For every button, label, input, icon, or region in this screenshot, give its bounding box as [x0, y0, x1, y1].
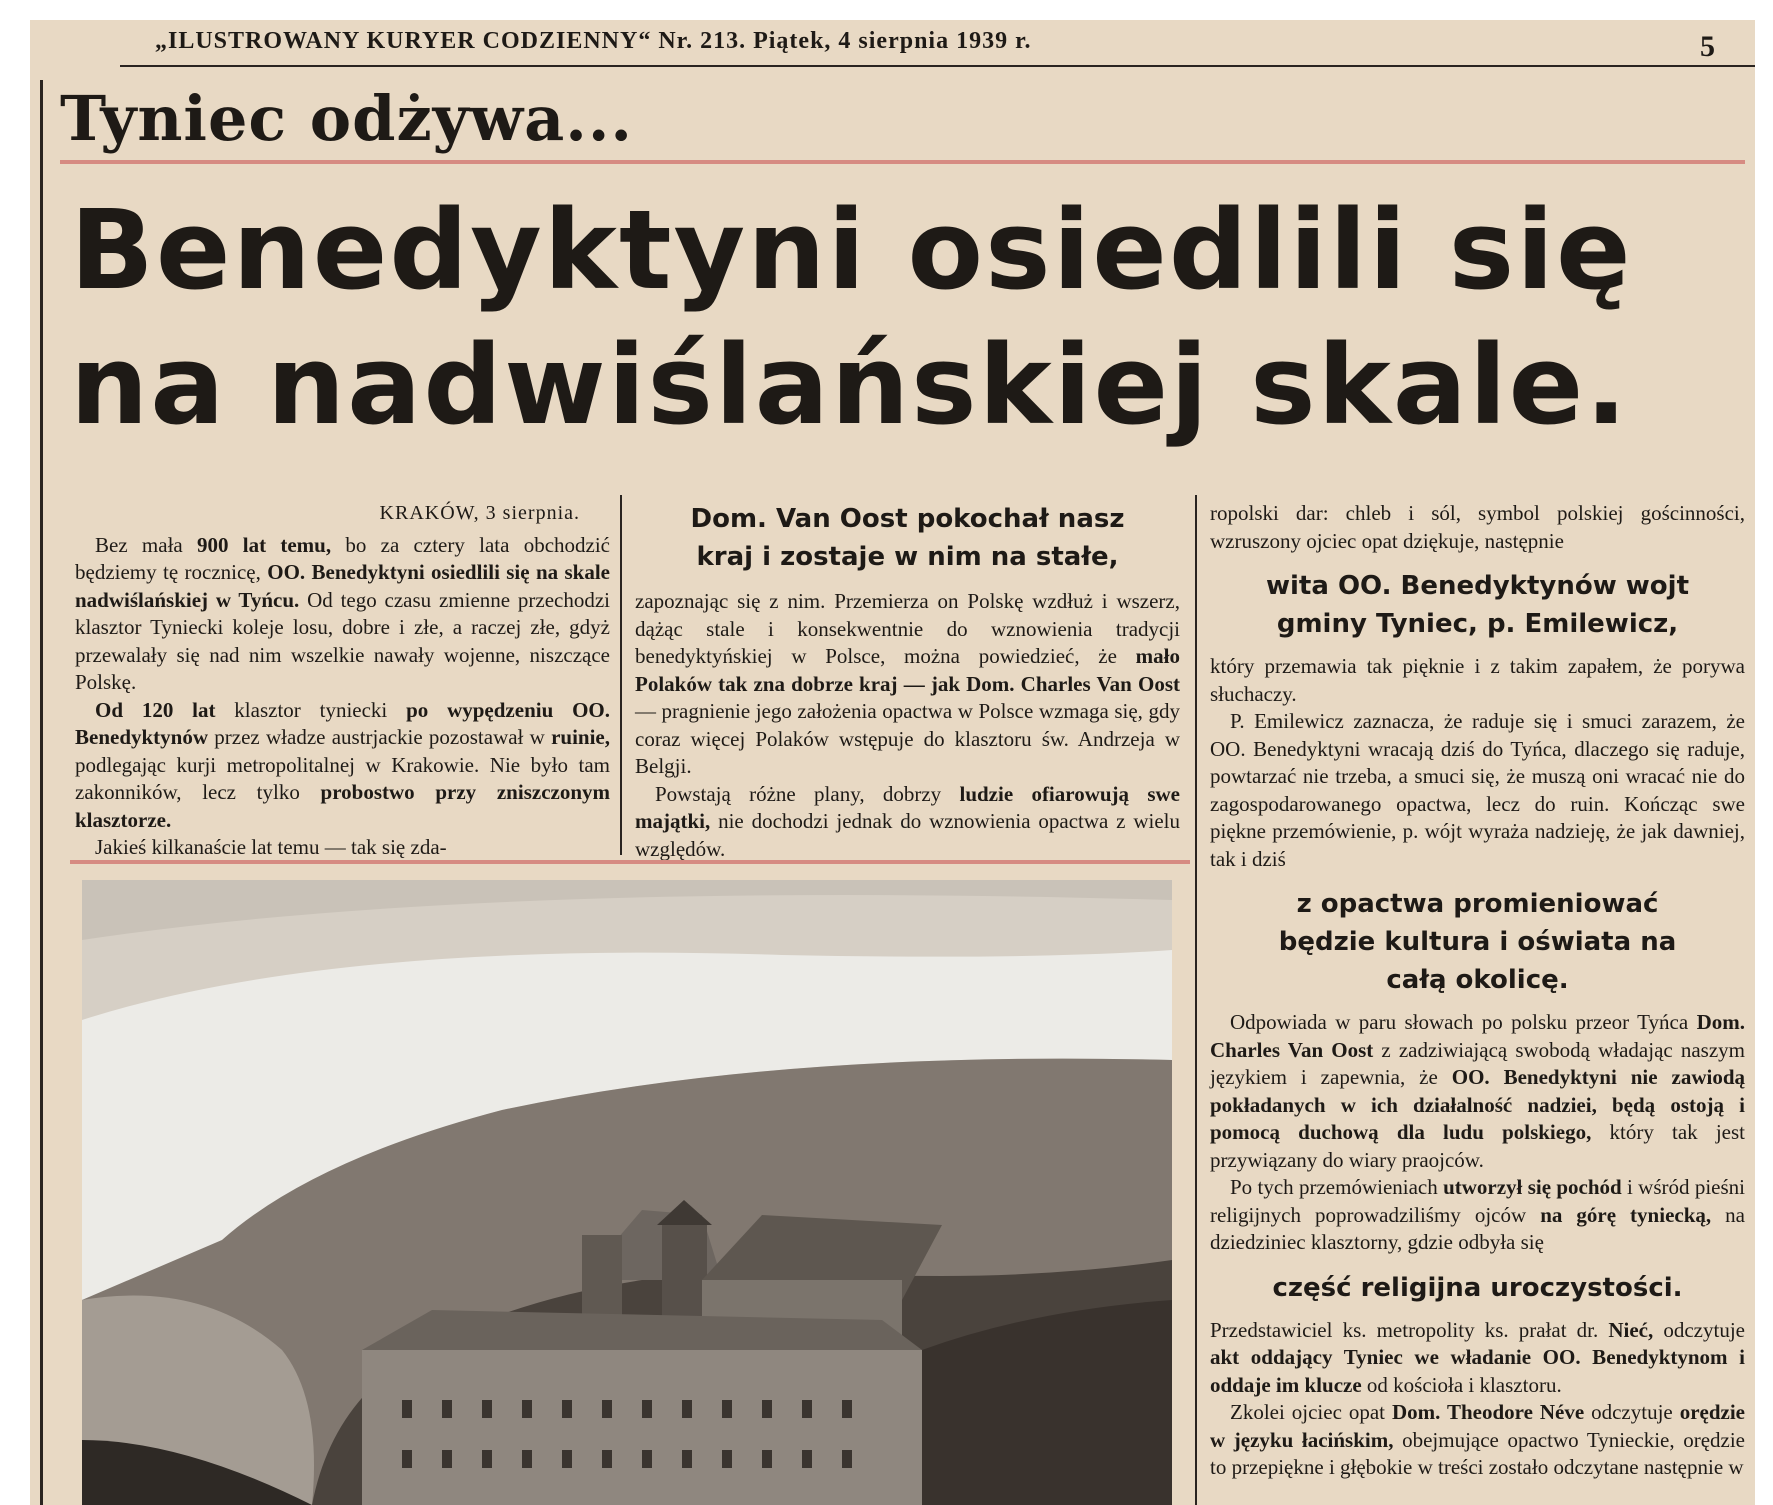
text-run: z zadziwiającą swobodą władając naszym językiem i zapewnia, że: [1210, 1037, 1745, 1089]
bold-text-run: po wypędzeniu OO. Benedyktynów: [75, 697, 610, 749]
headline-line-2: na nadwiślańskiej skale.: [70, 321, 1630, 449]
article-paragraph: [1210, 1317, 1745, 1400]
text-run: obejmujące opactwo Tynieckie, orędzie to przepiękne i głębokie w treści zostało odczytane następnie w: [1210, 1427, 1745, 1479]
bold-text-run: probostwo przy zniszczonym klasztorze.: [75, 780, 611, 832]
article-paragraph: [635, 781, 1180, 864]
page-number: 5: [1700, 30, 1715, 63]
subheading-czesc-religijna: część religijna uroczystości.: [1272, 1272, 1683, 1303]
text-run: podlegając kurji metropolitalnej w Krakowie. Nie było tam zakonników, lecz tylko: [75, 752, 610, 804]
article-paragraph: [75, 697, 610, 835]
bold-text-run: ludzie ofiarowują swe majątki,: [635, 781, 1180, 833]
article-paragraph: [75, 532, 610, 697]
article-paragraph: [1210, 1399, 1745, 1482]
dateline: KRAKÓW, 3 sierpnia.: [379, 502, 580, 524]
text-run: Bez mała: [95, 532, 197, 557]
headline-line-1: Benedyktyni osiedlili się: [70, 186, 1633, 314]
article-column-1: [75, 500, 610, 862]
aerial-photo-drawing: [82, 880, 1172, 1505]
text-run: Od tego czasu zmienne przechodzi klasztor Tyniecki koleje losu, dobre i złe, a raczej złe, gdyż przewalały się nad nim wszelkie nawały wojenne, niszczące Polskę.: [75, 587, 610, 694]
left-border-rule: [40, 80, 43, 1505]
article-paragraph: [1210, 1009, 1745, 1174]
text-run: Po tych przemówieniach: [1230, 1175, 1444, 1199]
text-run: Zkolei ojciec opat: [1230, 1400, 1392, 1424]
article-column-3: [1210, 500, 1745, 1482]
bold-text-run: orędzie w języku łacińskim,: [1210, 1400, 1745, 1452]
text-run: Przedstawiciel ks. metropolity ks. prałat dr.: [1210, 1317, 1609, 1342]
bold-text-run: OO. Benedyktyni nie zawiodą pokładanych w ich działalność nadziei, będą ostoją i pomocą duchową dla ludu polskiego,: [1210, 1065, 1745, 1144]
text-run: zapoznając się z nim. Przemierza on Polskę wzdłuż i wszerz, dążąc stale i konsekwentnie do wznowienia tradycji benedyktyńskiej w Polsce, można powiedzieć, że: [635, 589, 1180, 668]
header-rule: [120, 65, 1755, 67]
text-run: nie dochodzi jednak do wznowienia opactwa z wielu względów.: [635, 809, 1180, 861]
text-run: bo za cztery lata obchodzić będziemy tę rocznicę,: [75, 532, 610, 584]
article-paragraph: [1210, 500, 1745, 555]
text-run: od kościoła i klasztoru.: [1361, 1372, 1562, 1397]
text-run: — pragnienie jego założenia opactwa w Polsce wzmaga się, gdy coraz więcej Polaków wstępuje do klasztoru św. Andrzeja w Belgji.: [635, 699, 1180, 778]
bold-text-run: OO. Benedyktyni osiedlili się na skale nadwiślańskiej w Tyńcu.: [75, 560, 610, 612]
masthead-line: „ILUSTROWANY KURYER CODZIENNY“ Nr. 213. Piątek, 4 sierpnia 1939 r.: [155, 28, 1032, 54]
article-paragraph: [1210, 708, 1745, 873]
subheading-opactwo: z opactwa promieniować będzie kultura i oświata na całą okolicę.: [1278, 889, 1677, 995]
bold-text-run: 900 lat temu,: [197, 532, 332, 557]
text-run: klasztor tyniecki: [215, 697, 407, 722]
bold-text-run: mało Polaków tak zna dobrze kraj — jak Dom. Charles Van Oost: [635, 644, 1180, 696]
bold-text-run: Dom. Theodore Néve: [1391, 1400, 1585, 1424]
text-run: na dziedziniec klasztorny, gdzie odbyła się: [1210, 1202, 1745, 1254]
text-run: odczytuje: [1584, 1400, 1680, 1424]
text-run: ropolski dar: chleb i sól, symbol polskiej gościnności, wzruszony ojciec opat dziękuje, następnie: [1210, 501, 1745, 553]
kicker-red-rule: [60, 160, 1745, 164]
text-run: który przemawia tak pięknie i z takim zapałem, że porywa słuchaczy.: [1210, 654, 1745, 706]
kicker-title: Tyniec odżywa...: [60, 82, 634, 155]
article-column-2: [635, 500, 1180, 863]
column-divider-1: [620, 495, 622, 855]
text-run: Odpowiada w paru słowach po polsku przeor Tyńca: [1230, 1010, 1697, 1034]
text-run: Jakieś kilkanaście lat temu — tak się zda-: [95, 835, 447, 859]
article-paragraph: [635, 588, 1180, 781]
subheading-wojt: wita OO. Benedyktynów wojt gminy Tyniec, p. Emilewicz,: [1265, 571, 1689, 639]
abbey-tower-left: [582, 1235, 622, 1325]
text-run: przez władze austrjackie pozostawał w: [208, 725, 552, 749]
bold-text-run: Od 120 lat: [95, 697, 216, 722]
column-divider-2: [1195, 495, 1197, 1505]
text-run: P. Emilewicz zaznacza, że raduje się i smuci zarazem, że OO. Benedyktyni wracają dziś do Tyńca, dlaczego się raduje, powtarzać nie trzeba, a smuci się, że muszą oni wracać nie do zagospodarowanego opactwa, lecz do ruin. Kończąc swe piękne przemówienie, p. wójt wyraża nadzieję, że jak dawniej, tak i dziś: [1210, 709, 1745, 871]
bold-text-run: utworzył się pochód: [1443, 1175, 1622, 1199]
newspaper-page: [30, 20, 1755, 1505]
photo-red-rule: [70, 860, 1190, 864]
bold-text-run: na górę tyniecką,: [1540, 1202, 1712, 1227]
text-run: odczytuje: [1653, 1317, 1745, 1342]
text-run: który tak jest przywiązany do wiary praojców.: [1210, 1120, 1745, 1172]
bold-text-run: Nieć,: [1608, 1317, 1654, 1342]
aerial-photo-tyniec-abbey: [82, 880, 1172, 1505]
text-run: Powstają różne plany, dobrzy: [655, 781, 960, 806]
article-paragraph: [1210, 653, 1745, 708]
article-paragraph: [1210, 1174, 1745, 1257]
abbey-buildings: [362, 1350, 922, 1505]
text-run: i wśród pieśni religijnych poprowadziliśmy ojców: [1210, 1175, 1745, 1227]
article-paragraph: [75, 834, 610, 862]
subheading-van-oost: Dom. Van Oost pokochał nasz kraj i zostaje w nim na stałe,: [690, 504, 1125, 572]
bold-text-run: akt oddający Tyniec we władanie OO. Benedyktynom i oddaje im klucze: [1210, 1345, 1745, 1397]
bold-text-run: ruinie,: [551, 725, 610, 749]
bold-text-run: Dom. Charles Van Oost: [1210, 1010, 1745, 1062]
